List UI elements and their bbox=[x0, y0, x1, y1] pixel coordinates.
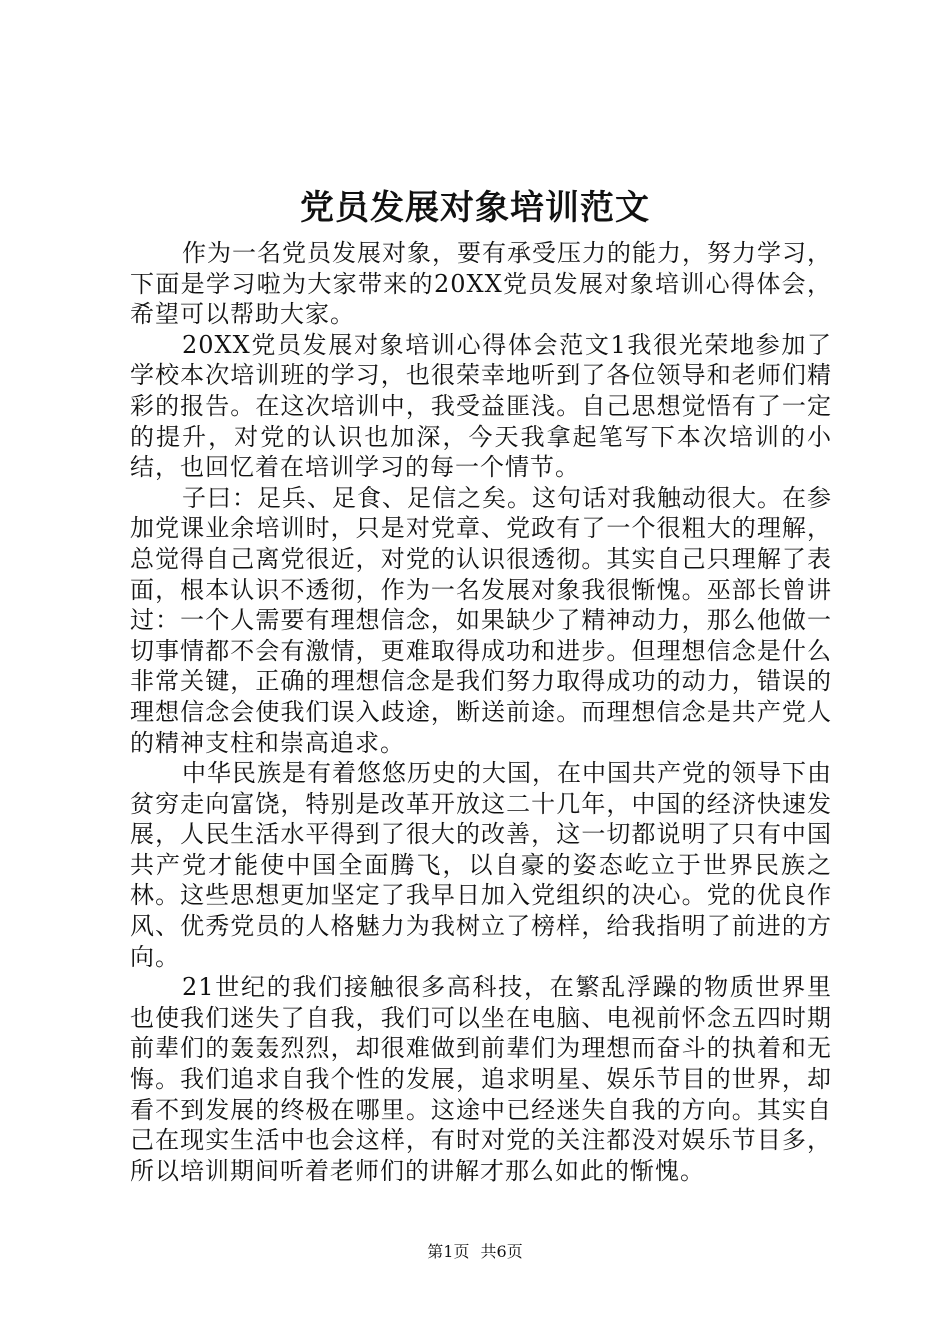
document-title: 党员发展对象培训范文 bbox=[300, 188, 650, 228]
document-body bbox=[130, 238, 832, 1186]
page-total: 共6页 bbox=[480, 1242, 523, 1261]
paragraph-4: 中华民族是有着悠悠历史的大国，在中国共产党的领导下由贫穷走向富饶，特别是改革开放这二十几年，中国的经济快速发展，人民生活水平得到了很大的改善，这一切都说明了只有中国共产党才能使中国全面腾飞，以自豪的姿态屹立于世界民族之林。这些思想更加坚定了我早日加入党组织的决心。党的优良作风、优秀党员的人格魅力为我树立了榜样，给我指明了前进的方向。 bbox=[130, 759, 832, 971]
paragraph-1: 作为一名党员发展对象，要有承受压力的能力，努力学习，下面是学习啦为大家带来的20XX党员发展对象培训心得体会，希望可以帮助大家。 bbox=[130, 239, 832, 329]
page-number: 第1页 bbox=[427, 1242, 470, 1261]
paragraph-2: 20XX党员发展对象培训心得体会范文1我很光荣地参加了学校本次培训班的学习，也很荣幸地听到了各位领导和老师们精彩的报告。在这次培训中，我受益匪浅。自己思想觉悟有了一定的提升，对党的认识也加深，今天我拿起笔写下本次培训的小结，也回忆着在培训学习的每一个情节。 bbox=[130, 330, 832, 482]
page-footer bbox=[0, 1242, 950, 1262]
paragraph-3: 子曰：足兵、足食、足信之矣。这句话对我触动很大。在参加党课业余培训时，只是对党章、党政有了一个很粗大的理解，总觉得自己离党很近，对党的认识很透彻。其实自己只理解了表面，根本认识不透彻，作为一名发展对象我很惭愧。巫部长曾讲过：一个人需要有理想信念，如果缺少了精神动力，那么他做一切事情都不会有激情，更难取得成功和进步。但理想信念是什么非常关键，正确的理想信念是我们努力取得成功的动力，错误的理想信念会使我们误入歧途，断送前途。而理想信念是共产党人的精神支柱和崇高追求。 bbox=[130, 483, 832, 757]
paragraph-5: 21世纪的我们接触很多高科技，在繁乱浮躁的物质世界里也使我们迷失了自我，我们可以坐在电脑、电视前怀念五四时期前辈们的轰轰烈烈，却很难做到前辈们为理想而奋斗的执着和无悔。我们追求自我个性的发展，追求明星、娱乐节目的世界，却看不到发展的终极在哪里。这途中已经迷失自我的方向。其实自己在现实生活中也会这样，有时对党的关注都没对娱乐节目多，所以培训期间听着老师们的讲解才那么如此的惭愧。 bbox=[130, 973, 832, 1185]
